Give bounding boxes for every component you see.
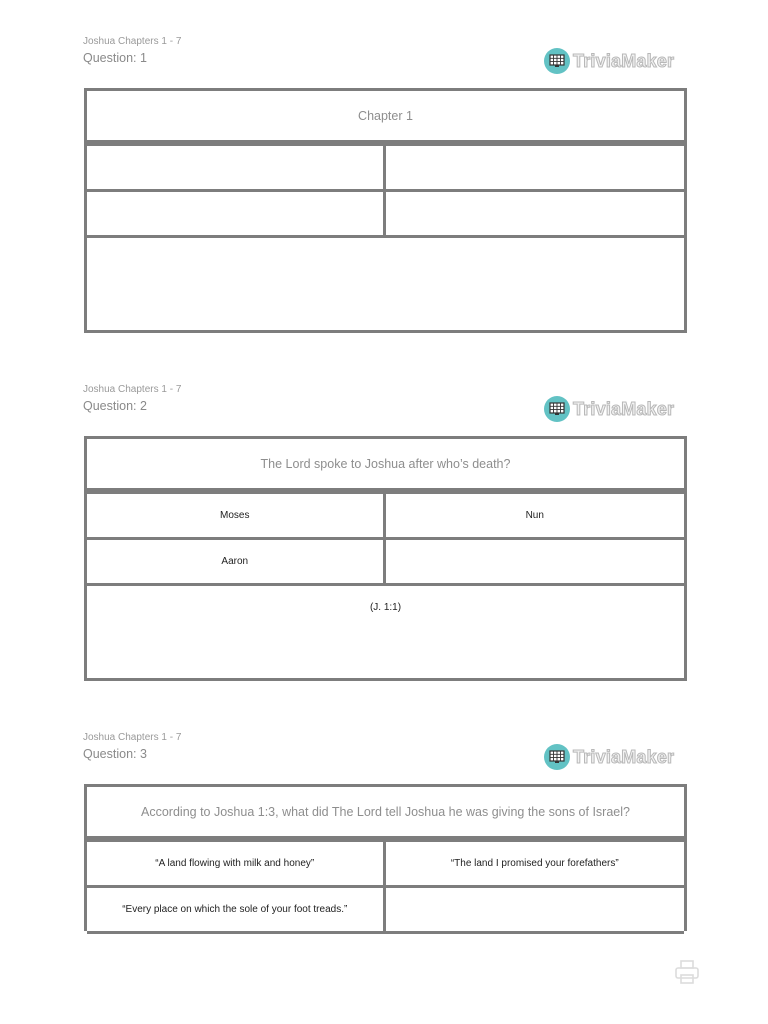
answer-option[interactable]: “A land flowing with milk and honey” [87, 842, 386, 888]
answer-option[interactable] [386, 888, 685, 934]
answer-explanation [87, 238, 684, 330]
answer-grid [87, 842, 684, 934]
question-prompt: Chapter 1 [87, 91, 684, 146]
question-card [84, 88, 687, 333]
question-number: Question: 1 [83, 51, 147, 65]
answer-grid [87, 494, 684, 586]
trivia-maker-logo [544, 48, 674, 74]
trivia-maker-logo [544, 396, 674, 422]
question-card [84, 784, 687, 931]
answer-option[interactable] [87, 192, 386, 238]
subject-label: Joshua Chapters 1 - 7 [83, 732, 182, 743]
answer-option[interactable]: Aaron [87, 540, 386, 586]
question-meta [83, 36, 181, 65]
answer-option[interactable] [87, 146, 386, 192]
question-meta [83, 732, 181, 761]
brand-name: TriviaMaker [573, 398, 675, 419]
grid-monitor-icon [544, 396, 570, 422]
subject-label: Joshua Chapters 1 - 7 [83, 36, 182, 47]
print-icon[interactable] [673, 958, 701, 986]
answer-option[interactable]: Moses [87, 494, 386, 540]
grid-monitor-icon [544, 48, 570, 74]
answer-option[interactable] [386, 146, 685, 192]
question-prompt: According to Joshua 1:3, what did The Lord tell Joshua he was giving the sons of Israel? [87, 787, 684, 842]
answer-option[interactable] [386, 192, 685, 238]
question-prompt: The Lord spoke to Joshua after who’s death? [87, 439, 684, 494]
trivia-maker-logo [544, 744, 674, 770]
subject-label: Joshua Chapters 1 - 7 [83, 384, 182, 395]
brand-name: TriviaMaker [573, 746, 675, 767]
answer-option[interactable] [386, 540, 685, 586]
question-number: Question: 2 [83, 399, 147, 413]
answer-option[interactable]: Nun [386, 494, 685, 540]
answer-option[interactable]: “Every place on which the sole of your foot treads.” [87, 888, 386, 934]
brand-name: TriviaMaker [573, 50, 675, 71]
question-number: Question: 3 [83, 747, 147, 761]
grid-monitor-icon [544, 744, 570, 770]
answer-explanation: (J. 1:1) [369, 602, 402, 613]
answer-option[interactable]: “The land I promised your forefathers” [386, 842, 685, 888]
question-card [84, 436, 687, 681]
question-meta [83, 384, 181, 413]
answer-grid [87, 146, 684, 238]
